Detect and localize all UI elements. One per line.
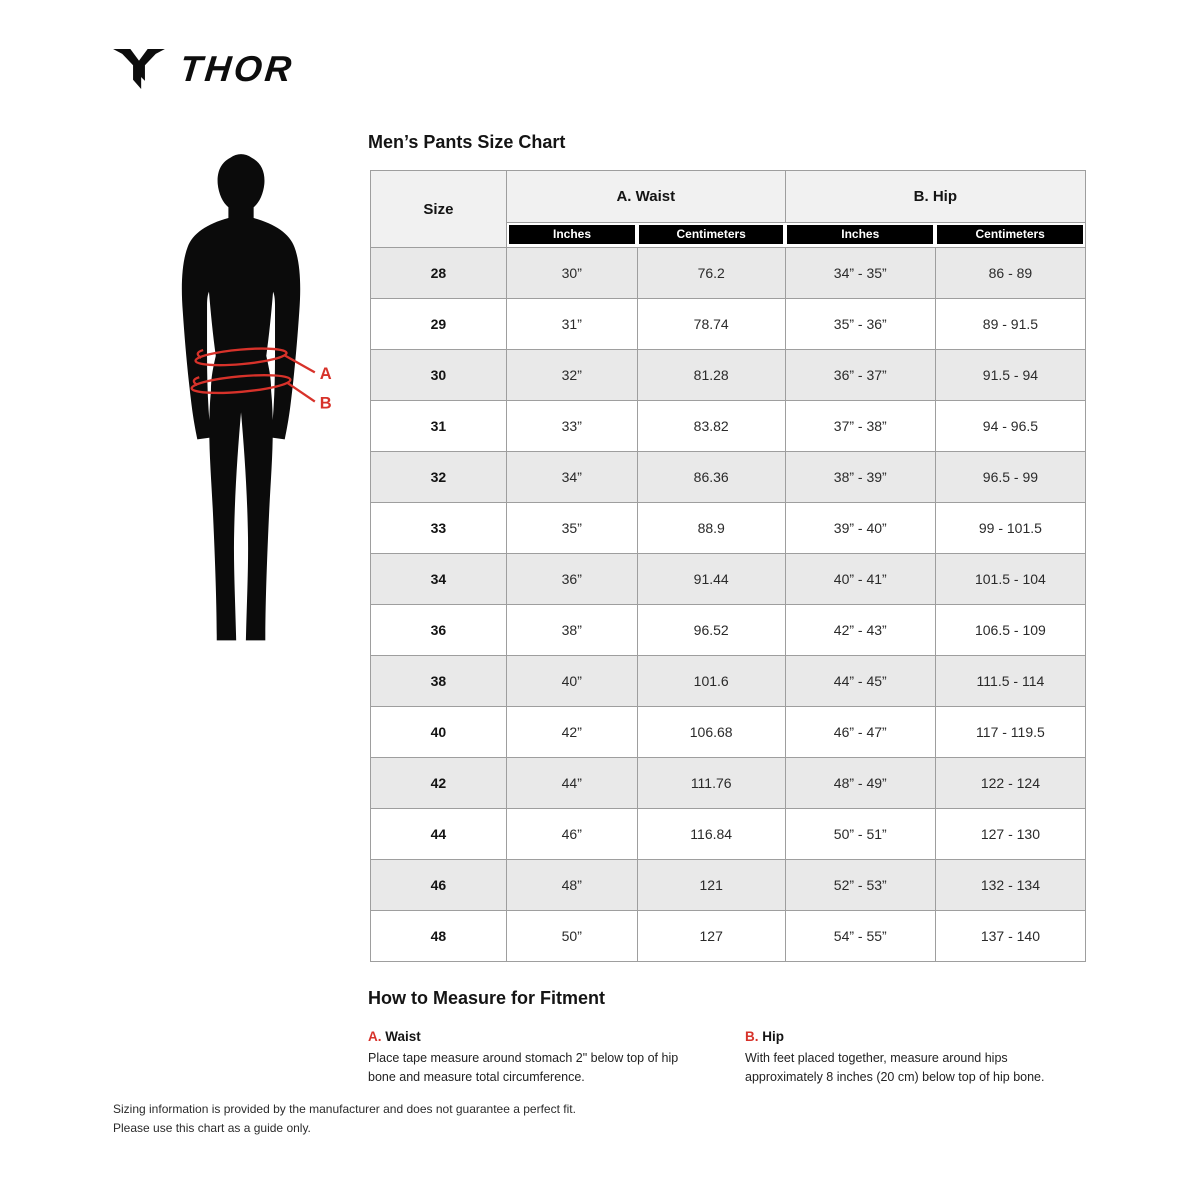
value-cell: 132 - 134 (935, 860, 1085, 911)
value-cell: 35” - 36” (785, 299, 935, 350)
value-cell: 91.5 - 94 (935, 350, 1085, 401)
value-cell: 101.5 - 104 (935, 554, 1085, 605)
body-silhouette-graphic (182, 154, 300, 640)
how-to-measure-section (368, 988, 1086, 1087)
waist-instruction (368, 1029, 745, 1087)
value-cell: 32” (506, 350, 637, 401)
value-cell: 127 (637, 911, 785, 962)
hip-instruction (745, 1029, 1086, 1087)
hip-instruction-text: With feet placed together, measure around hips approximately 8 inches (20 cm) below top of hip bone. (745, 1051, 1045, 1084)
unit-header-hip-inches: Inches (787, 225, 933, 244)
size-cell: 38 (371, 656, 507, 707)
value-cell: 40” - 41” (785, 554, 935, 605)
value-cell: 40” (506, 656, 637, 707)
size-table-body (371, 248, 1086, 962)
table-row (371, 758, 1086, 809)
thor-logo-icon (112, 44, 166, 94)
waist-label: A (319, 365, 332, 384)
value-cell: 42” - 43” (785, 605, 935, 656)
value-cell: 31” (506, 299, 637, 350)
size-cell: 40 (371, 707, 507, 758)
value-cell: 122 - 124 (935, 758, 1085, 809)
value-cell: 116.84 (637, 809, 785, 860)
value-cell: 48” (506, 860, 637, 911)
value-cell: 33” (506, 401, 637, 452)
value-cell: 86.36 (637, 452, 785, 503)
value-cell: 81.28 (637, 350, 785, 401)
unit-header-waist-centimeters: Centimeters (639, 225, 783, 244)
value-cell: 44” (506, 758, 637, 809)
unit-header-hip-centimeters: Centimeters (937, 225, 1083, 244)
disclaimer-line1: Sizing information is provided by the manufacturer and does not guarantee a perfect fit. (113, 1102, 576, 1116)
value-cell: 99 - 101.5 (935, 503, 1085, 554)
value-cell: 36” (506, 554, 637, 605)
value-cell: 38” - 39” (785, 452, 935, 503)
value-cell: 38” (506, 605, 637, 656)
waist-instruction-letter: A. (368, 1029, 382, 1044)
value-cell: 78.74 (637, 299, 785, 350)
value-cell: 91.44 (637, 554, 785, 605)
table-row (371, 860, 1086, 911)
column-group-waist: A. Waist (506, 171, 785, 223)
table-row (371, 248, 1086, 299)
size-cell: 48 (371, 911, 507, 962)
value-cell: 106.68 (637, 707, 785, 758)
hip-label: B (319, 394, 332, 413)
value-cell: 30” (506, 248, 637, 299)
size-cell: 30 (371, 350, 507, 401)
value-cell: 111.76 (637, 758, 785, 809)
disclaimer (113, 1100, 576, 1138)
thor-logo (112, 44, 297, 94)
value-cell: 96.5 - 99 (935, 452, 1085, 503)
value-cell: 94 - 96.5 (935, 401, 1085, 452)
value-cell: 37” - 38” (785, 401, 935, 452)
value-cell: 137 - 140 (935, 911, 1085, 962)
hip-instruction-title: Hip (762, 1029, 785, 1044)
value-cell: 34” (506, 452, 637, 503)
value-cell: 106.5 - 109 (935, 605, 1085, 656)
waist-instruction-text: Place tape measure around stomach 2" below top of hip bone and measure total circumference. (368, 1051, 679, 1084)
value-cell: 117 - 119.5 (935, 707, 1085, 758)
value-cell: 83.82 (637, 401, 785, 452)
size-cell: 29 (371, 299, 507, 350)
size-cell: 32 (371, 452, 507, 503)
size-cell: 44 (371, 809, 507, 860)
value-cell: 89 - 91.5 (935, 299, 1085, 350)
size-cell: 33 (371, 503, 507, 554)
value-cell: 39” - 40” (785, 503, 935, 554)
value-cell: 50” - 51” (785, 809, 935, 860)
value-cell: 52” - 53” (785, 860, 935, 911)
column-group-hip: B. Hip (785, 171, 1085, 223)
value-cell: 111.5 - 114 (935, 656, 1085, 707)
measurement-figure (146, 150, 338, 655)
value-cell: 34” - 35” (785, 248, 935, 299)
table-group-header-row (371, 171, 1086, 223)
table-row (371, 656, 1086, 707)
size-cell: 31 (371, 401, 507, 452)
table-row (371, 350, 1086, 401)
table-row (371, 605, 1086, 656)
size-chart-table (370, 170, 1086, 962)
table-row (371, 299, 1086, 350)
value-cell: 121 (637, 860, 785, 911)
size-cell: 36 (371, 605, 507, 656)
disclaimer-line2: Please use this chart as a guide only. (113, 1121, 311, 1136)
column-header-size: Size (371, 171, 507, 248)
value-cell: 36” - 37” (785, 350, 935, 401)
value-cell: 54” - 55” (785, 911, 935, 962)
value-cell: 50” (506, 911, 637, 962)
size-cell: 42 (371, 758, 507, 809)
table-row (371, 809, 1086, 860)
value-cell: 96.52 (637, 605, 785, 656)
size-cell: 46 (371, 860, 507, 911)
size-cell: 34 (371, 554, 507, 605)
thor-logo-text: THOR (177, 48, 297, 89)
value-cell: 127 - 130 (935, 809, 1085, 860)
hip-instruction-letter: B. (745, 1029, 759, 1044)
table-row (371, 707, 1086, 758)
table-row (371, 401, 1086, 452)
table-row (371, 503, 1086, 554)
value-cell: 42” (506, 707, 637, 758)
waist-instruction-title: Waist (385, 1029, 421, 1044)
unit-header-waist-inches: Inches (509, 225, 635, 244)
value-cell: 35” (506, 503, 637, 554)
table-row (371, 554, 1086, 605)
value-cell: 86 - 89 (935, 248, 1085, 299)
value-cell: 76.2 (637, 248, 785, 299)
value-cell: 44” - 45” (785, 656, 935, 707)
value-cell: 46” - 47” (785, 707, 935, 758)
value-cell: 46” (506, 809, 637, 860)
value-cell: 48” - 49” (785, 758, 935, 809)
table-row (371, 911, 1086, 962)
value-cell: 101.6 (637, 656, 785, 707)
table-row (371, 452, 1086, 503)
how-to-measure-heading: How to Measure for Fitment (368, 988, 606, 1008)
size-cell: 28 (371, 248, 507, 299)
value-cell: 88.9 (637, 503, 785, 554)
page-title: Men’s Pants Size Chart (368, 132, 566, 152)
